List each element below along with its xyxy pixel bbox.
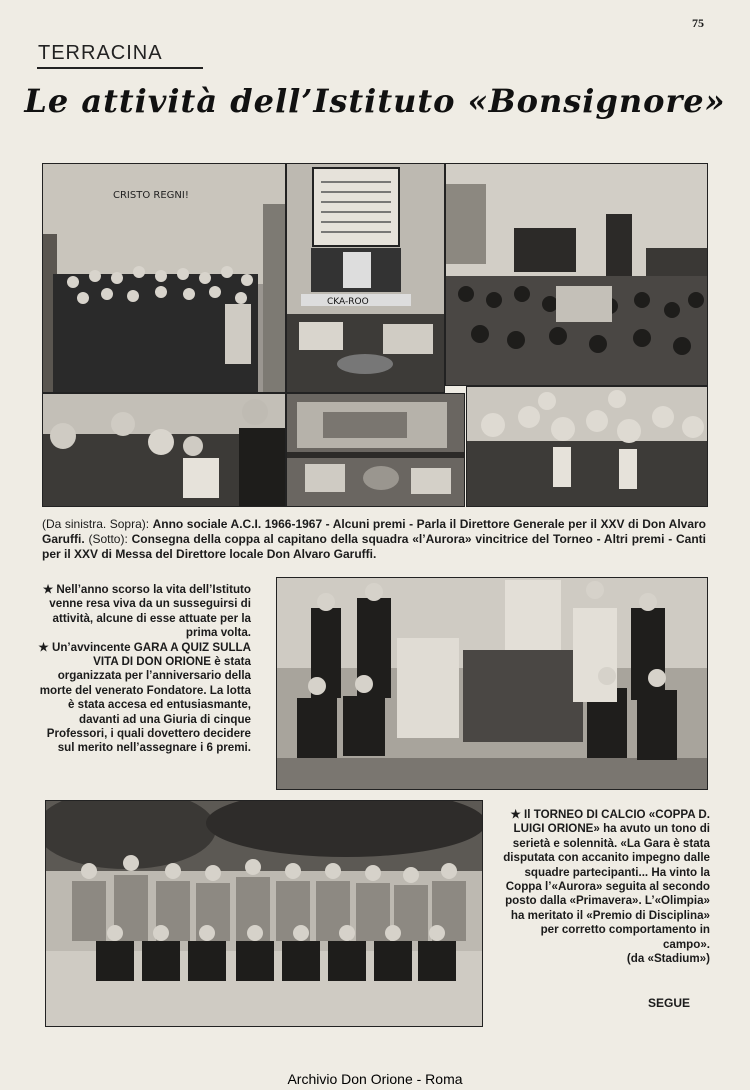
headline: Le attività dell’Istituto «Bonsignore» [24,82,726,120]
caption-part-4: Consegna della coppa al capitano della squadra «l’Aurora» vincitrice del Torneo - Altri premi - Canti per il XXV di Messa del Direttore locale Don Alvaro Garuffi. [42,532,706,561]
photo-football-team [45,800,483,1027]
caption-part-3: (Sotto): [84,532,132,546]
svg-text:CKA-ROO: CKA-ROO [327,297,369,307]
archive-footer: Archivio Don Orione - Roma [287,1071,463,1087]
article-left [37,583,251,756]
article-paragraph: ★ Un’avvincente GARA A QUIZ SULLA VITA DI DON ORIONE è stata organizzata per l’anniversario della morte del venerato Fondatore. La lotta è stata accesa ed entusiasmante, davanti ad una Giuria di cinque Professori, i quali dovettero decidere sul merito nell’assegnare i 6 premi. [38,640,251,755]
page-number: 75 [692,16,704,30]
article-paragraph: ★ Nell’anno scorso la vita dell’Istituto venne resa viva da un susseguirsi di attività, alcune di esse attuate per la prima volta. [42,583,251,640]
caption-part-1: (Da sinistra. Sopra): [42,517,153,531]
photo-group-banner [42,163,286,393]
photo-caption [42,517,706,562]
section-title: TERRACINA [38,42,163,64]
photo-hall-piano [445,163,708,386]
section-underline [37,67,203,69]
photo-prizes-display [286,163,445,393]
photo-prize-handing [42,393,286,507]
caption-part-2: Anno sociale A.C.I. 1966-1967 - Alcuni premi - Parla il Direttore Generale per il XXV di Don Alvaro Garuffi. [42,517,706,546]
article-source: (da «Stadium») [626,952,710,966]
continued-label: SEGUE [648,996,691,1010]
photo-quiz-winners [276,577,708,790]
article-right [500,808,710,966]
banner-text: CRISTO REGNI! [113,190,189,201]
photo-prize-cabinet [286,393,465,507]
article-paragraph: ★ Il TORNEO DI CALCIO «COPPA D. LUIGI ORIONE» ha avuto un tono di serietà e solennità. «La Gara è stata disputata con accanito impegno dalle squadre partecipanti... Ha vinto la Coppa l’«Aurora» seguita al secondo posto dalla «Primavera». L’«Olimpia» ha meritato il «Premio di Disciplina» per corretto comportamento in campo». [503,808,710,951]
photo-singing-boys [466,386,708,507]
